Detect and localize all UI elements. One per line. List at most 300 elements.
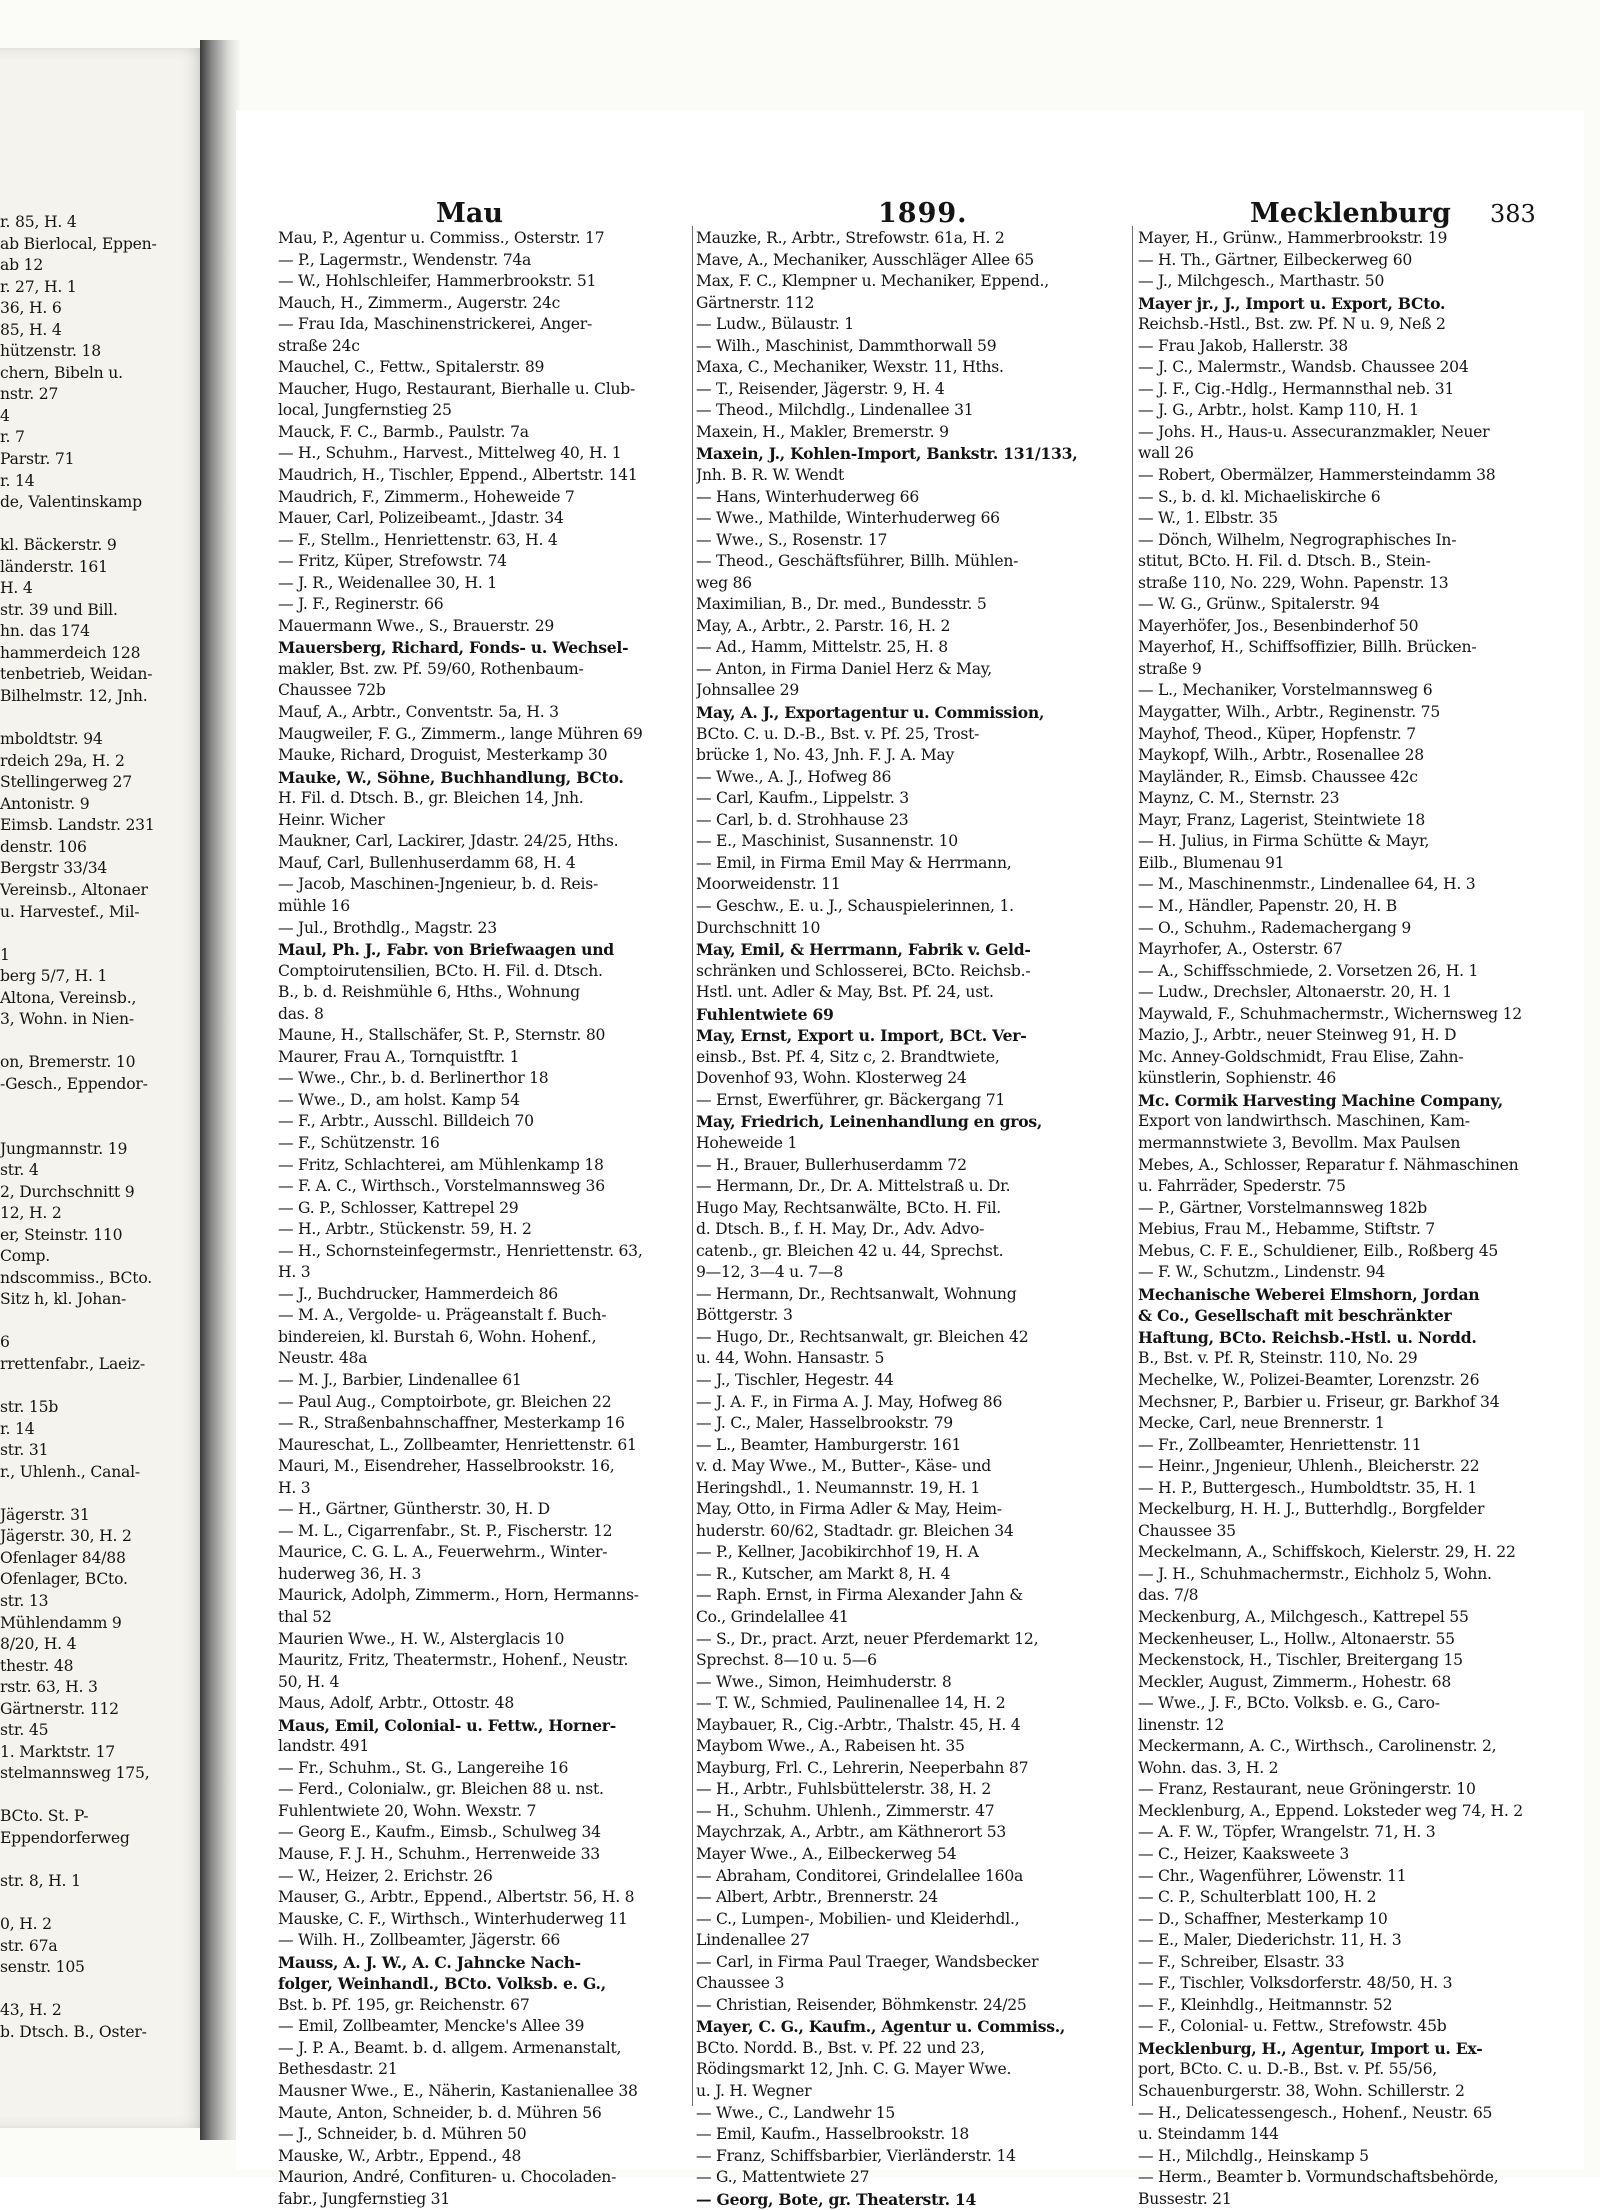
directory-entry-line: — Theod., Milchdlg., Lindenallee 31 [696, 401, 974, 420]
directory-entry-line: Mauermann Wwe., S., Brauerstr. 29 [278, 616, 555, 635]
facing-page-line: Gärtnerstr. 112 [0, 1699, 119, 1718]
facing-page-line: mboldtstr. 94 [0, 730, 103, 749]
directory-entry-line: das. 7/8 [1138, 1586, 1199, 1605]
directory-entry-line: Meckler, August, Zimmerm., Hohestr. 68 [1138, 1672, 1452, 1691]
facing-page-line: r., Uhlenh., Canal- [0, 1462, 140, 1481]
facing-page-line: 1. Marktstr. 17 [0, 1742, 116, 1761]
directory-entry-line: — P., Lagermstr., Wendenstr. 74a [278, 250, 532, 269]
facing-page-line: Eppendorferweg [0, 1829, 130, 1848]
directory-entry-line: Mayerhof, H., Schiffsoffizier, Billh. Brücken- [1138, 638, 1477, 657]
directory-entry-line: — F., Colonial- u. Fettw., Strefowstr. 45b [1138, 2017, 1447, 2036]
facing-page-line: ab 12 [0, 256, 44, 275]
directory-entry-line: Mayhof, Theod., Küper, Hopfenstr. 7 [1138, 724, 1416, 743]
facing-page-line: rdeich 29a, H. 2 [0, 751, 125, 770]
directory-entry-line: — E., Maschinist, Susannenstr. 10 [696, 832, 958, 851]
facing-page-line [0, 923, 205, 945]
directory-entry-line: Mauke, Richard, Droguist, Mesterkamp 30 [278, 746, 608, 765]
directory-entry-line: Heringshdl., 1. Neumannstr. 19, H. 1 [696, 1478, 981, 1497]
directory-entry-line: — Raph. Ernst, in Firma Alexander Jahn & [696, 1586, 1023, 1605]
directory-entry-line: Mauch, H., Zimmerm., Augerstr. 24c [278, 293, 561, 312]
directory-entry-line: — H., Brauer, Bullerhuserdamm 72 [696, 1155, 967, 1174]
directory-entry-line: Hoheweide 1 [696, 1133, 798, 1152]
directory-entry-line: — H., Gärtner, Güntherstr. 30, H. D [278, 1500, 550, 1519]
directory-entry-line: v. d. May Wwe., M., Butter-, Käse- und [696, 1457, 991, 1476]
directory-entry-line: Neustr. 48a [278, 1349, 368, 1368]
directory-entry-line: Mayrhofer, A., Osterstr. 67 [1138, 940, 1343, 959]
facing-page-line: Ofenlager, BCto. [0, 1570, 128, 1589]
directory-entry-line: Maxa, C., Mechaniker, Wexstr. 11, Hths. [696, 358, 1004, 377]
directory-entry-line: — Wilh., Maschinist, Dammthorwall 59 [696, 336, 997, 355]
directory-entry-line: Maukner, Carl, Lackirer, Jdastr. 24/25, Hths. [278, 832, 619, 851]
directory-entry-line: Durchschnitt 10 [696, 918, 821, 937]
directory-entry-line: — J., Schneider, b. d. Mühren 50 [278, 2125, 527, 2144]
directory-entry-line: — C., Lumpen-, Mobilien- und Kleiderhdl., [696, 1909, 1020, 1928]
facing-page-line: Sitz h, kl. Johan- [0, 1290, 127, 1309]
directory-entry-line: Mausner Wwe., E., Näherin, Kastanienallee 38 [278, 2082, 638, 2101]
directory-entry-line: — J. F., Cig.-Hdlg., Hermannsthal neb. 31 [1138, 379, 1455, 398]
directory-entry-line: — F. W., Schutzm., Lindenstr. 94 [1138, 1263, 1386, 1282]
directory-entry-line: — M. A., Vergolde- u. Prägeanstalt f. Buch- [278, 1306, 607, 1325]
directory-entry-line: Bst. b. Pf. 195, gr. Reichenstr. 67 [278, 1995, 530, 2014]
directory-entry-line: — R., Straßenbahnschaffner, Mesterkamp 16 [278, 1414, 625, 1433]
facing-page-line: str. 4 [0, 1161, 39, 1180]
facing-page-line: on, Bremerstr. 10 [0, 1053, 136, 1072]
directory-entry-line: — J. H., Schuhmachermstr., Eichholz 5, Wohn. [1138, 1564, 1492, 1583]
facing-page-line: Bilhelmstr. 12, Jnh. [0, 687, 148, 706]
directory-entry-line: — W. G., Grünw., Spitalerstr. 94 [1138, 595, 1380, 614]
directory-entry-line: Maurer, Frau A., Tornquistftr. 1 [278, 1047, 520, 1066]
directory-entry-line: Mauske, W., Arbtr., Eppend., 48 [278, 2146, 522, 2165]
directory-entry-line: port, BCto. C. u. D.-B., Bst. v. Pf. 55/56, [1138, 2060, 1438, 2079]
directory-entry-line: Maute, Anton, Schneider, b. d. Mühren 56 [278, 2103, 602, 2122]
directory-entry-line: — S., b. d. kl. Michaeliskirche 6 [1138, 487, 1381, 506]
facing-page-line: u. Harvestef., Mil- [0, 902, 140, 921]
directory-entry-line: — J. P. A., Beamt. b. d. allgem. Armenanstalt, [278, 2038, 622, 2057]
directory-entry-line: BCto. Nordd. B., Bst. v. Pf. 22 und 23, [696, 2038, 985, 2057]
directory-entry-line: — Ad., Hamm, Mittelstr. 25, H. 8 [696, 638, 948, 657]
directory-entry-line: — Wwe., S., Rosenstr. 17 [696, 530, 888, 549]
facing-page-line [0, 1785, 205, 1807]
directory-entry-line: — L., Beamter, Hamburgerstr. 161 [696, 1435, 962, 1454]
facing-page-line: Ofenlager 84/88 [0, 1548, 126, 1567]
facing-page-fragment [0, 48, 212, 2128]
directory-entry-line: & Co., Gesellschaft mit beschränkter [1138, 1306, 1452, 1326]
facing-page-line: hützenstr. 18 [0, 342, 102, 361]
directory-entry-line: — C., Heizer, Kaaksweete 3 [1138, 1845, 1350, 1864]
directory-entry-line: u. Fahrräder, Spederstr. 75 [1138, 1177, 1346, 1196]
directory-entry-line: straße 110, No. 229, Wohn. Papenstr. 13 [1138, 573, 1449, 592]
directory-entry-line: Moorweidenstr. 11 [696, 875, 841, 894]
directory-entry-line: Mauser, G., Arbtr., Eppend., Albertstr. 56, H. 8 [278, 1888, 635, 1907]
facing-page-line [0, 1893, 205, 1915]
directory-entry-line: Mauersberg, Richard, Fonds- u. Wechsel- [278, 638, 629, 658]
directory-entry-line: Maurice, C. G. L. A., Feuerwehrm., Winter- [278, 1543, 608, 1562]
directory-entry-line: — F., Tischler, Volksdorferstr. 48/50, H. 3 [1138, 1974, 1453, 1993]
directory-entry-line: Maybauer, R., Cig.-Arbtr., Thalstr. 45, H. 4 [696, 1715, 1021, 1734]
directory-entry-line: das. 8 [278, 1004, 324, 1023]
directory-entry-line: — Jul., Brothdlg., Magstr. 23 [278, 918, 497, 937]
directory-entry-line: Mauke, W., Söhne, Buchhandlung, BCto. [278, 767, 624, 787]
directory-entry-line: Mauritz, Fritz, Theatermstr., Hohenf., Neustr. [278, 1651, 629, 1670]
directory-entry-line: — R., Kutscher, am Markt 8, H. 4 [696, 1564, 951, 1583]
directory-entry-line: — J. C., Malermstr., Wandsb. Chaussee 204 [1138, 358, 1469, 377]
directory-entry-line: — J., Tischler, Hegestr. 44 [696, 1370, 894, 1389]
directory-entry-line: folger, Weinhandl., BCto. Volksb. e. G., [278, 1974, 606, 1994]
directory-entry-line: — H., Schornsteinfegermstr., Henriettenstr. 63, [278, 1241, 643, 1260]
facing-page-line: länderstr. 161 [0, 557, 108, 576]
directory-entry-line: — Theod., Geschäftsführer, Billh. Mühlen- [696, 552, 1019, 571]
directory-entry-line: Wohn. das. 3, H. 2 [1138, 1758, 1279, 1777]
directory-entry-line: May, A. J., Exportagentur u. Commission, [696, 703, 1045, 723]
directory-entry-line: — M. L., Cigarrenfabr., St. P., Fischerstr. 12 [278, 1521, 613, 1540]
directory-entry-line: Mechelke, W., Polizei-Beamter, Lorenzstr. 26 [1138, 1370, 1480, 1389]
directory-entry-line: brücke 1, No. 43, Jnh. F. J. A. May [696, 746, 955, 765]
directory-entry-line: Mayer jr., J., Import u. Export, BCto. [1138, 293, 1446, 313]
directory-entry-line: straße 24c [278, 336, 360, 355]
directory-entry-line: — Franz, Restaurant, neue Gröningerstr. 10 [1138, 1780, 1476, 1799]
directory-entry-line: — Dönch, Wilhelm, Negrographisches In- [1138, 530, 1457, 549]
directory-entry-line: — J., Buchdrucker, Hammerdeich 86 [278, 1284, 558, 1303]
facing-page-line [0, 1979, 205, 2001]
directory-entry-line: — Wwe., A. J., Hofweg 86 [696, 767, 892, 786]
directory-entry-line: thal 52 [278, 1608, 332, 1626]
directory-entry-line: H. 3 [278, 1263, 311, 1282]
directory-entry-line: — Robert, Obermälzer, Hammersteindamm 38 [1138, 466, 1496, 485]
directory-entry-line: Maus, Emil, Colonial- u. Fettw., Horner- [278, 1715, 616, 1735]
facing-page-line: rstr. 63, H. 3 [0, 1678, 98, 1697]
directory-entry-line: — J., Milchgesch., Marthastr. 50 [1138, 272, 1385, 291]
directory-entry-line: Maxein, J., Kohlen-Import, Bankstr. 131/133, [696, 444, 1078, 464]
directory-entry-line: — H. P., Buttergesch., Humboldtstr. 35, H. 1 [1138, 1478, 1477, 1497]
directory-entry-line: Maurick, Adolph, Zimmerm., Horn, Hermanns- [278, 1586, 639, 1605]
directory-entry-line: — Wwe., Mathilde, Winterhuderweg 66 [696, 509, 1000, 528]
directory-entry-line: Maudrich, F., Zimmerm., Hoheweide 7 [278, 487, 575, 506]
directory-entry-line: Mayländer, R., Eimsb. Chaussee 42c [1138, 767, 1418, 786]
directory-entry-line: — H., Schuhm., Harvest., Mittelweg 40, H. 1 [278, 444, 622, 463]
directory-entry-line: — Frau Ida, Maschinenstrickerei, Anger- [278, 315, 593, 334]
directory-entry-line: — D., Schaffner, Mesterkamp 10 [1138, 1909, 1388, 1928]
directory-page [236, 110, 1584, 2209]
facing-page-line: 85, H. 4 [0, 320, 62, 339]
directory-entry-line: Eilb., Blumenau 91 [1138, 853, 1285, 872]
facing-page-line: str. 39 und Bill. [0, 600, 118, 619]
directory-entry-line: Dovenhof 93, Wohn. Klosterweg 24 [696, 1069, 967, 1088]
directory-entry-line: Jnh. B. R. W. Wendt [696, 466, 845, 485]
directory-entry-line: — Hermann, Dr., Rechtsanwalt, Wohnung [696, 1284, 1017, 1303]
directory-entry-line: Mazio, J., Arbtr., neuer Steinweg 91, H. D [1138, 1026, 1457, 1045]
directory-entry-line: B., b. d. Reishmühle 6, Hths., Wohnung [278, 983, 580, 1002]
facing-page-lines [0, 212, 205, 2043]
facing-page-line: kl. Bäckerstr. 9 [0, 536, 117, 555]
directory-entry-line: — Paul Aug., Comptoirbote, gr. Bleichen 22 [278, 1392, 612, 1411]
directory-entry-line: — Wwe., D., am holst. Kamp 54 [278, 1090, 520, 1109]
directory-entry-line: — Jacob, Maschinen-Jngenieur, b. d. Reis- [278, 875, 598, 894]
directory-entry-line: Mebius, Frau M., Hebamme, Stiftstr. 7 [1138, 1220, 1435, 1239]
directory-entry-line: — W., Heizer, 2. Erichstr. 26 [278, 1866, 493, 1885]
facing-page-line: r. 14 [0, 471, 35, 490]
directory-entry-line: May, Otto, in Firma Adler & May, Heim- [696, 1500, 1002, 1519]
directory-entry-line: — J. A. F., in Firma A. J. May, Hofweg 86 [696, 1392, 1003, 1411]
facing-page-line: BCto. St. P- [0, 1807, 89, 1826]
facing-page-line: r. 14 [0, 1419, 35, 1438]
directory-entry-line: Maucher, Hugo, Restaurant, Bierhalle u. Club- [278, 379, 635, 398]
directory-entry-line: Maurion, André, Confituren- u. Chocoladen- [278, 2168, 617, 2187]
directory-entry-line: — H., Delicatessengesch., Hohenf., Neustr. 65 [1138, 2103, 1493, 2122]
directory-entry-line: Fuhlentwiete 20, Wohn. Wexstr. 7 [278, 1801, 537, 1820]
directory-entry-line: Mc. Cormik Harvesting Machine Company, [1138, 1090, 1503, 1110]
directory-entry-line: Mauss, A. J. W., A. C. Jahncke Nach- [278, 1952, 581, 1972]
directory-entry-line: Meckermann, A. C., Wirthsch., Carolinenstr. 2, [1138, 1737, 1497, 1756]
directory-column-3 [1138, 228, 1558, 2210]
directory-entry-line: Schauenburgerstr. 38, Wohn. Schillerstr. 2 [1138, 2082, 1465, 2101]
header-right-guideword: Mecklenburg [1250, 198, 1451, 229]
header-left-guideword: Mau [436, 198, 504, 229]
directory-entry-line: — M. J., Barbier, Lindenallee 61 [278, 1370, 522, 1389]
directory-entry-line: Johnsallee 29 [696, 681, 800, 700]
directory-entry-line: catenb., gr. Bleichen 42 u. 44, Sprechst. [696, 1241, 1004, 1260]
directory-entry-line: Mauske, C. F., Wirthsch., Winterhuderweg 11 [278, 1909, 628, 1928]
facing-page-line: Jägerstr. 31 [0, 1505, 90, 1524]
facing-page-line [0, 1031, 205, 1053]
directory-entry-line: Co., Grindelallee 41 [696, 1608, 849, 1626]
directory-entry-line: Maurien Wwe., H. W., Alsterglacis 10 [278, 1629, 565, 1648]
facing-page-line: r. 7 [0, 428, 25, 447]
directory-entry-line: B., Bst. v. Pf. R, Steinstr. 110, No. 29 [1138, 1349, 1418, 1368]
directory-entry-line: weg 86 [696, 573, 752, 592]
directory-entry-line: u. Steindamm 144 [1138, 2125, 1279, 2144]
directory-entry-line: — J. G., Arbtr., holst. Kamp 110, H. 1 [1138, 401, 1419, 420]
directory-entry-line: — H., Arbtr., Fuhlsbüttelerstr. 38, H. 2 [696, 1780, 992, 1799]
facing-page-line: stelmannsweg 175, [0, 1764, 150, 1783]
directory-entry-line: — Geschw., E. u. J., Schauspielerinnen, 1. [696, 896, 1014, 915]
directory-entry-line: Sprechst. 8—10 u. 5—6 [696, 1651, 877, 1670]
directory-entry-line: — A. F. W., Töpfer, Wrangelstr. 71, H. 3 [1138, 1823, 1436, 1842]
directory-entry-line: — Emil, Kaufm., Hasselbrookstr. 18 [696, 2125, 970, 2144]
directory-entry-line: — S., Dr., pract. Arzt, neuer Pferdemarkt 12, [696, 1629, 1039, 1648]
directory-entry-line: Mechsner, P., Barbier u. Friseur, gr. Barkhof 34 [1138, 1392, 1500, 1411]
facing-page-line: r. 85, H. 4 [0, 213, 77, 231]
directory-entry-line: Meckenburg, A., Milchgesch., Kattrepel 55 [1138, 1608, 1469, 1626]
directory-entry-line: — F., Kleinhdlg., Heitmannstr. 52 [1138, 1995, 1393, 2014]
directory-entry-line: Meckelmann, A., Schiffskoch, Kielerstr. 29, H. 22 [1138, 1543, 1516, 1562]
directory-entry-line: — E., Maler, Diederichstr. 11, H. 3 [1138, 1931, 1402, 1950]
directory-entry-line: May, Emil, & Herrmann, Fabrik v. Geld- [696, 940, 1031, 960]
facing-page-line [0, 1095, 205, 1117]
directory-entry-line: Meckelburg, H. H. J., Butterhdlg., Borgfelder [1138, 1500, 1485, 1519]
directory-entry-line: fabr., Jungfernstieg 31 [278, 2189, 450, 2208]
directory-entry-line: — F., Arbtr., Ausschl. Billdeich 70 [278, 1112, 534, 1131]
directory-entry-line: Maychrzak, A., Arbtr., am Käthnerort 53 [696, 1823, 1007, 1842]
directory-entry-line: — T. W., Schmied, Paulinenallee 14, H. 2 [696, 1694, 1006, 1713]
facing-page-line: Mühlendamm 9 [0, 1613, 122, 1632]
directory-entry-line: — W., 1. Elbstr. 35 [1138, 509, 1278, 528]
directory-entry-line: — Wilh. H., Zollbeamter, Jägerstr. 66 [278, 1931, 561, 1950]
directory-entry-line: Mc. Anney-Goldschmidt, Frau Elise, Zahn- [1138, 1047, 1464, 1066]
facing-page-line [0, 1311, 205, 1333]
directory-entry-line: — M., Händler, Papenstr. 20, H. B [1138, 896, 1397, 915]
directory-entry-line: Maudrich, H., Tischler, Eppend., Albertstr. 141 [278, 466, 638, 485]
column-rule [1132, 226, 1133, 2106]
directory-entry-line: — T., Reisender, Jägerstr. 9, H. 4 [696, 379, 945, 398]
facing-page-line: str. 8, H. 1 [0, 1872, 81, 1891]
directory-entry-line: Export von landwirthsch. Maschinen, Kam- [1138, 1112, 1470, 1131]
directory-entry-line: Mave, A., Mechaniker, Ausschläger Allee 65 [696, 250, 1034, 269]
directory-entry-line: Maureschat, L., Zollbeamter, Henriettenstr. 61 [278, 1435, 637, 1454]
directory-entry-line: — L., Mechaniker, Vorstelmannsweg 6 [1138, 681, 1433, 700]
directory-entry-line: Chaussee 3 [696, 1974, 785, 1993]
directory-entry-line: Böttgerstr. 3 [696, 1306, 793, 1325]
directory-entry-line: — F., Schreiber, Elsastr. 33 [1138, 1952, 1345, 1971]
directory-entry-line: — J. F., Reginerstr. 66 [278, 595, 444, 614]
facing-page-line: ndscommiss., BCto. [0, 1268, 153, 1287]
directory-entry-line: u. 44, Wohn. Hansastr. 5 [696, 1349, 885, 1368]
directory-entry-line: — Ernst, Ewerführer, gr. Bäckergang 71 [696, 1090, 1006, 1109]
directory-entry-line: makler, Bst. zw. Pf. 59/60, Rothenbaum- [278, 659, 584, 678]
facing-page-line: -Gesch., Eppendor- [0, 1074, 148, 1093]
directory-entry-line: einsb., Bst. Pf. 4, Sitz c, 2. Brandtwiete, [696, 1047, 1000, 1066]
directory-entry-line: — Fritz, Küper, Strefowstr. 74 [278, 552, 507, 571]
directory-entry-line: Mayerhöfer, Jos., Besenbinderhof 50 [1138, 616, 1419, 635]
directory-entry-line: bindereien, kl. Burstah 6, Wohn. Hohenf., [278, 1327, 597, 1346]
header-year: 1899. [878, 198, 968, 229]
directory-entry-line: stitut, BCto. H. Fil. d. Dtsch. B., Stein- [1138, 552, 1431, 571]
directory-entry-line: — H. Th., Gärtner, Eilbeckerweg 60 [1138, 250, 1413, 269]
directory-entry-line: — H., Milchdlg., Heinskamp 5 [1138, 2146, 1369, 2165]
directory-entry-line: Reichsb.-Hstl., Bst. zw. Pf. N u. 9, Neß 2 [1138, 315, 1446, 334]
facing-page-line: H. 4 [0, 579, 33, 598]
facing-page-line: b. Dtsch. B., Oster- [0, 2022, 147, 2041]
book-gutter [200, 40, 240, 2140]
directory-entry-line: Mayer, C. G., Kaufm., Agentur u. Commiss., [696, 2017, 1066, 2037]
directory-entry-line: Mauf, A., Arbtr., Conventstr. 5a, H. 3 [278, 703, 559, 722]
directory-entry-line: Gärtnerstr. 112 [696, 293, 815, 312]
directory-entry-line: Mauer, Carl, Polizeibeamt., Jdastr. 34 [278, 509, 564, 528]
facing-page-line: Bergstr 33/34 [0, 859, 108, 878]
directory-entry-line: — Hugo, Dr., Rechtsanwalt, gr. Bleichen 42 [696, 1327, 1029, 1346]
directory-entry-line: landstr. 491 [278, 1737, 369, 1756]
facing-page-line: berg 5/7, H. 1 [0, 967, 108, 986]
directory-entry-line: Mecke, Carl, neue Brennerstr. 1 [1138, 1414, 1385, 1433]
directory-entry-line: — Wwe., J. F., BCto. Volksb. e. G., Caro- [1138, 1694, 1440, 1713]
directory-entry-line: — F., Schützenstr. 16 [278, 1133, 440, 1152]
directory-entry-line: künstlerin, Sophienstr. 46 [1138, 1069, 1337, 1088]
directory-entry-line: mermannstwiete 3, Bevollm. Max Paulsen [1138, 1133, 1461, 1152]
directory-entry-line: Hugo May, Rechtsanwälte, BCto. H. Fil. [696, 1198, 1002, 1217]
directory-entry-line: Maygatter, Wilh., Arbtr., Reginenstr. 75 [1138, 703, 1441, 722]
directory-entry-line: 9—12, 3—4 u. 7—8 [696, 1263, 844, 1282]
facing-page-line: chern, Bibeln u. [0, 363, 123, 382]
directory-entry-line: Maugweiler, F. G., Zimmerm., lange Mühren 69 [278, 724, 643, 743]
directory-entry-line: 50, H. 4 [278, 1672, 340, 1691]
directory-entry-line: Rödingsmarkt 12, Jnh. C. G. Mayer Wwe. [696, 2060, 1012, 2079]
directory-entry-line: Mayr, Franz, Lagerist, Steintwiete 18 [1138, 810, 1426, 829]
directory-entry-line: u. J. H. Wegner [696, 2082, 812, 2101]
directory-entry-line: — Emil, Zollbeamter, Mencke's Allee 39 [278, 2017, 585, 2036]
directory-entry-line: — Chr., Wagenführer, Löwenstr. 11 [1138, 1866, 1407, 1885]
directory-entry-line: Mauf, Carl, Bullenhuserdamm 68, H. 4 [278, 853, 576, 872]
directory-entry-line: — Franz, Schiffsbarbier, Vierländerstr. 14 [696, 2146, 1016, 2165]
directory-entry-line: Mecklenburg, A., Eppend. Loksteder weg 74, H. 2 [1138, 1801, 1523, 1820]
directory-entry-line: — Abraham, Conditorei, Grindelallee 160a [696, 1866, 1024, 1885]
facing-page-line: Parstr. 71 [0, 450, 75, 469]
directory-entry-line: linenstr. 12 [1138, 1715, 1225, 1734]
directory-entry-line: Haftung, BCto. Reichsb.-Hstl. u. Nordd. [1138, 1327, 1477, 1347]
directory-entry-line: Mecklenburg, H., Agentur, Import u. Ex- [1138, 2038, 1483, 2058]
facing-page-line: 8/20, H. 4 [0, 1635, 77, 1654]
directory-entry-line: — Herm., Beamter b. Vormundschaftsbehörde, [1138, 2168, 1499, 2187]
facing-page-line: 3, Wohn. in Nien- [0, 1010, 134, 1029]
facing-page-line: thestr. 48 [0, 1656, 74, 1675]
facing-page-line: tenbetrieb, Weidan- [0, 665, 153, 684]
directory-entry-line: Mayer Wwe., A., Eilbeckerweg 54 [696, 1845, 957, 1864]
directory-entry-line: Meckenheuser, L., Hollw., Altonaerstr. 55 [1138, 1629, 1455, 1648]
directory-entry-line: — G. P., Schlosser, Kattrepel 29 [278, 1198, 519, 1217]
directory-entry-line: May, Ernst, Export u. Import, BCt. Ver- [696, 1026, 1027, 1046]
facing-page-line: str. 67a [0, 1936, 58, 1955]
directory-entry-line: H. Fil. d. Dtsch. B., gr. Bleichen 14, Jnh. [278, 789, 584, 808]
facing-page-line: Antonistr. 9 [0, 794, 90, 813]
facing-page-line: hammerdeich 128 [0, 643, 141, 662]
directory-entry-line: — Ludw., Drechsler, Altonaerstr. 20, H. 1 [1138, 983, 1452, 1002]
facing-page-line: 12, H. 2 [0, 1204, 62, 1223]
directory-entry-line: — W., Hohlschleifer, Hammerbrookstr. 51 [278, 272, 597, 291]
directory-entry-line: Maximilian, B., Dr. med., Bundesstr. 5 [696, 595, 987, 614]
directory-entry-line: — Georg, Bote, gr. Theaterstr. 14 [696, 2189, 977, 2209]
directory-entry-line: wall 26 [1138, 444, 1194, 463]
directory-entry-line: — Emil, in Firma Emil May & Herrmann, [696, 853, 1012, 872]
facing-page-line: str. 45 [0, 1721, 49, 1740]
directory-entry-line: — Heinr., Jngenieur, Uhlenh., Bleicherstr. 22 [1138, 1457, 1480, 1476]
directory-entry-line: schränken und Schlosserei, BCto. Reichsb.- [696, 961, 1031, 980]
page-number: 383 [1490, 200, 1536, 228]
directory-entry-line: — Hans, Winterhuderweg 66 [696, 487, 919, 506]
directory-entry-line: — Ferd., Colonialw., gr. Bleichen 88 u. nst. [278, 1780, 604, 1799]
facing-page-line: Vereinsb., Altonaer [0, 880, 148, 899]
facing-page-line: de, Valentinskamp [0, 493, 142, 512]
directory-entry-line: — Albert, Arbtr., Brennerstr. 24 [696, 1888, 938, 1907]
directory-entry-line: Mause, F. J. H., Schuhm., Herrenweide 33 [278, 1845, 600, 1864]
directory-entry-line: H. 3 [278, 1478, 311, 1497]
directory-entry-line: Mayer, H., Grünw., Hammerbrookstr. 19 [1138, 229, 1448, 247]
directory-entry-line: Maul, Ph. J., Fabr. von Briefwaagen und [278, 940, 614, 960]
directory-entry-line: — F. A. C., Wirthsch., Vorstelmannsweg 36 [278, 1177, 605, 1196]
directory-entry-line: Mauck, F. C., Barmb., Paulstr. 7a [278, 422, 529, 441]
directory-entry-line: huderweg 36, H. 3 [278, 1564, 422, 1583]
facing-page-line [0, 514, 205, 536]
facing-page-line: Altona, Vereinsb., [0, 988, 137, 1007]
facing-page-line: denstr. 106 [0, 837, 87, 856]
directory-entry-line: Comptoirutensilien, BCto. H. Fil. d. Dtsch. [278, 961, 603, 980]
directory-entry-line: Bethesdastr. 21 [278, 2060, 398, 2079]
directory-entry-line: — Carl, Kaufm., Lippelstr. 3 [696, 789, 909, 808]
facing-page-line: rrettenfabr., Laeiz- [0, 1354, 145, 1373]
directory-entry-line: Maune, H., Stallschäfer, St. P., Sternstr. 80 [278, 1026, 606, 1045]
directory-column-2 [696, 228, 1116, 2210]
directory-entry-line: — Frau Jakob, Hallerstr. 38 [1138, 336, 1348, 355]
facing-page-line: Jungmannstr. 19 [0, 1139, 128, 1158]
directory-entry-line: Meckenstock, H., Tischler, Breitergang 15 [1138, 1651, 1463, 1670]
facing-page-line: 2, Durchschnitt 9 [0, 1182, 135, 1201]
facing-page-line: str. 13 [0, 1592, 49, 1610]
directory-entry-line: — Wwe., C., Landwehr 15 [696, 2103, 896, 2122]
facing-page-line [0, 1850, 205, 1872]
directory-entry-line: Maus, Adolf, Arbtr., Ottostr. 48 [278, 1694, 515, 1713]
directory-entry-line: d. Dtsch. B., f. H. May, Dr., Adv. Advo- [696, 1220, 985, 1239]
directory-entry-line: Maxein, H., Makler, Bremerstr. 9 [696, 422, 949, 441]
facing-page-line: 43, H. 2 [0, 2001, 62, 2020]
directory-column-1 [278, 228, 698, 2210]
facing-page-line: ab Bierlocal, Eppen- [0, 234, 157, 253]
